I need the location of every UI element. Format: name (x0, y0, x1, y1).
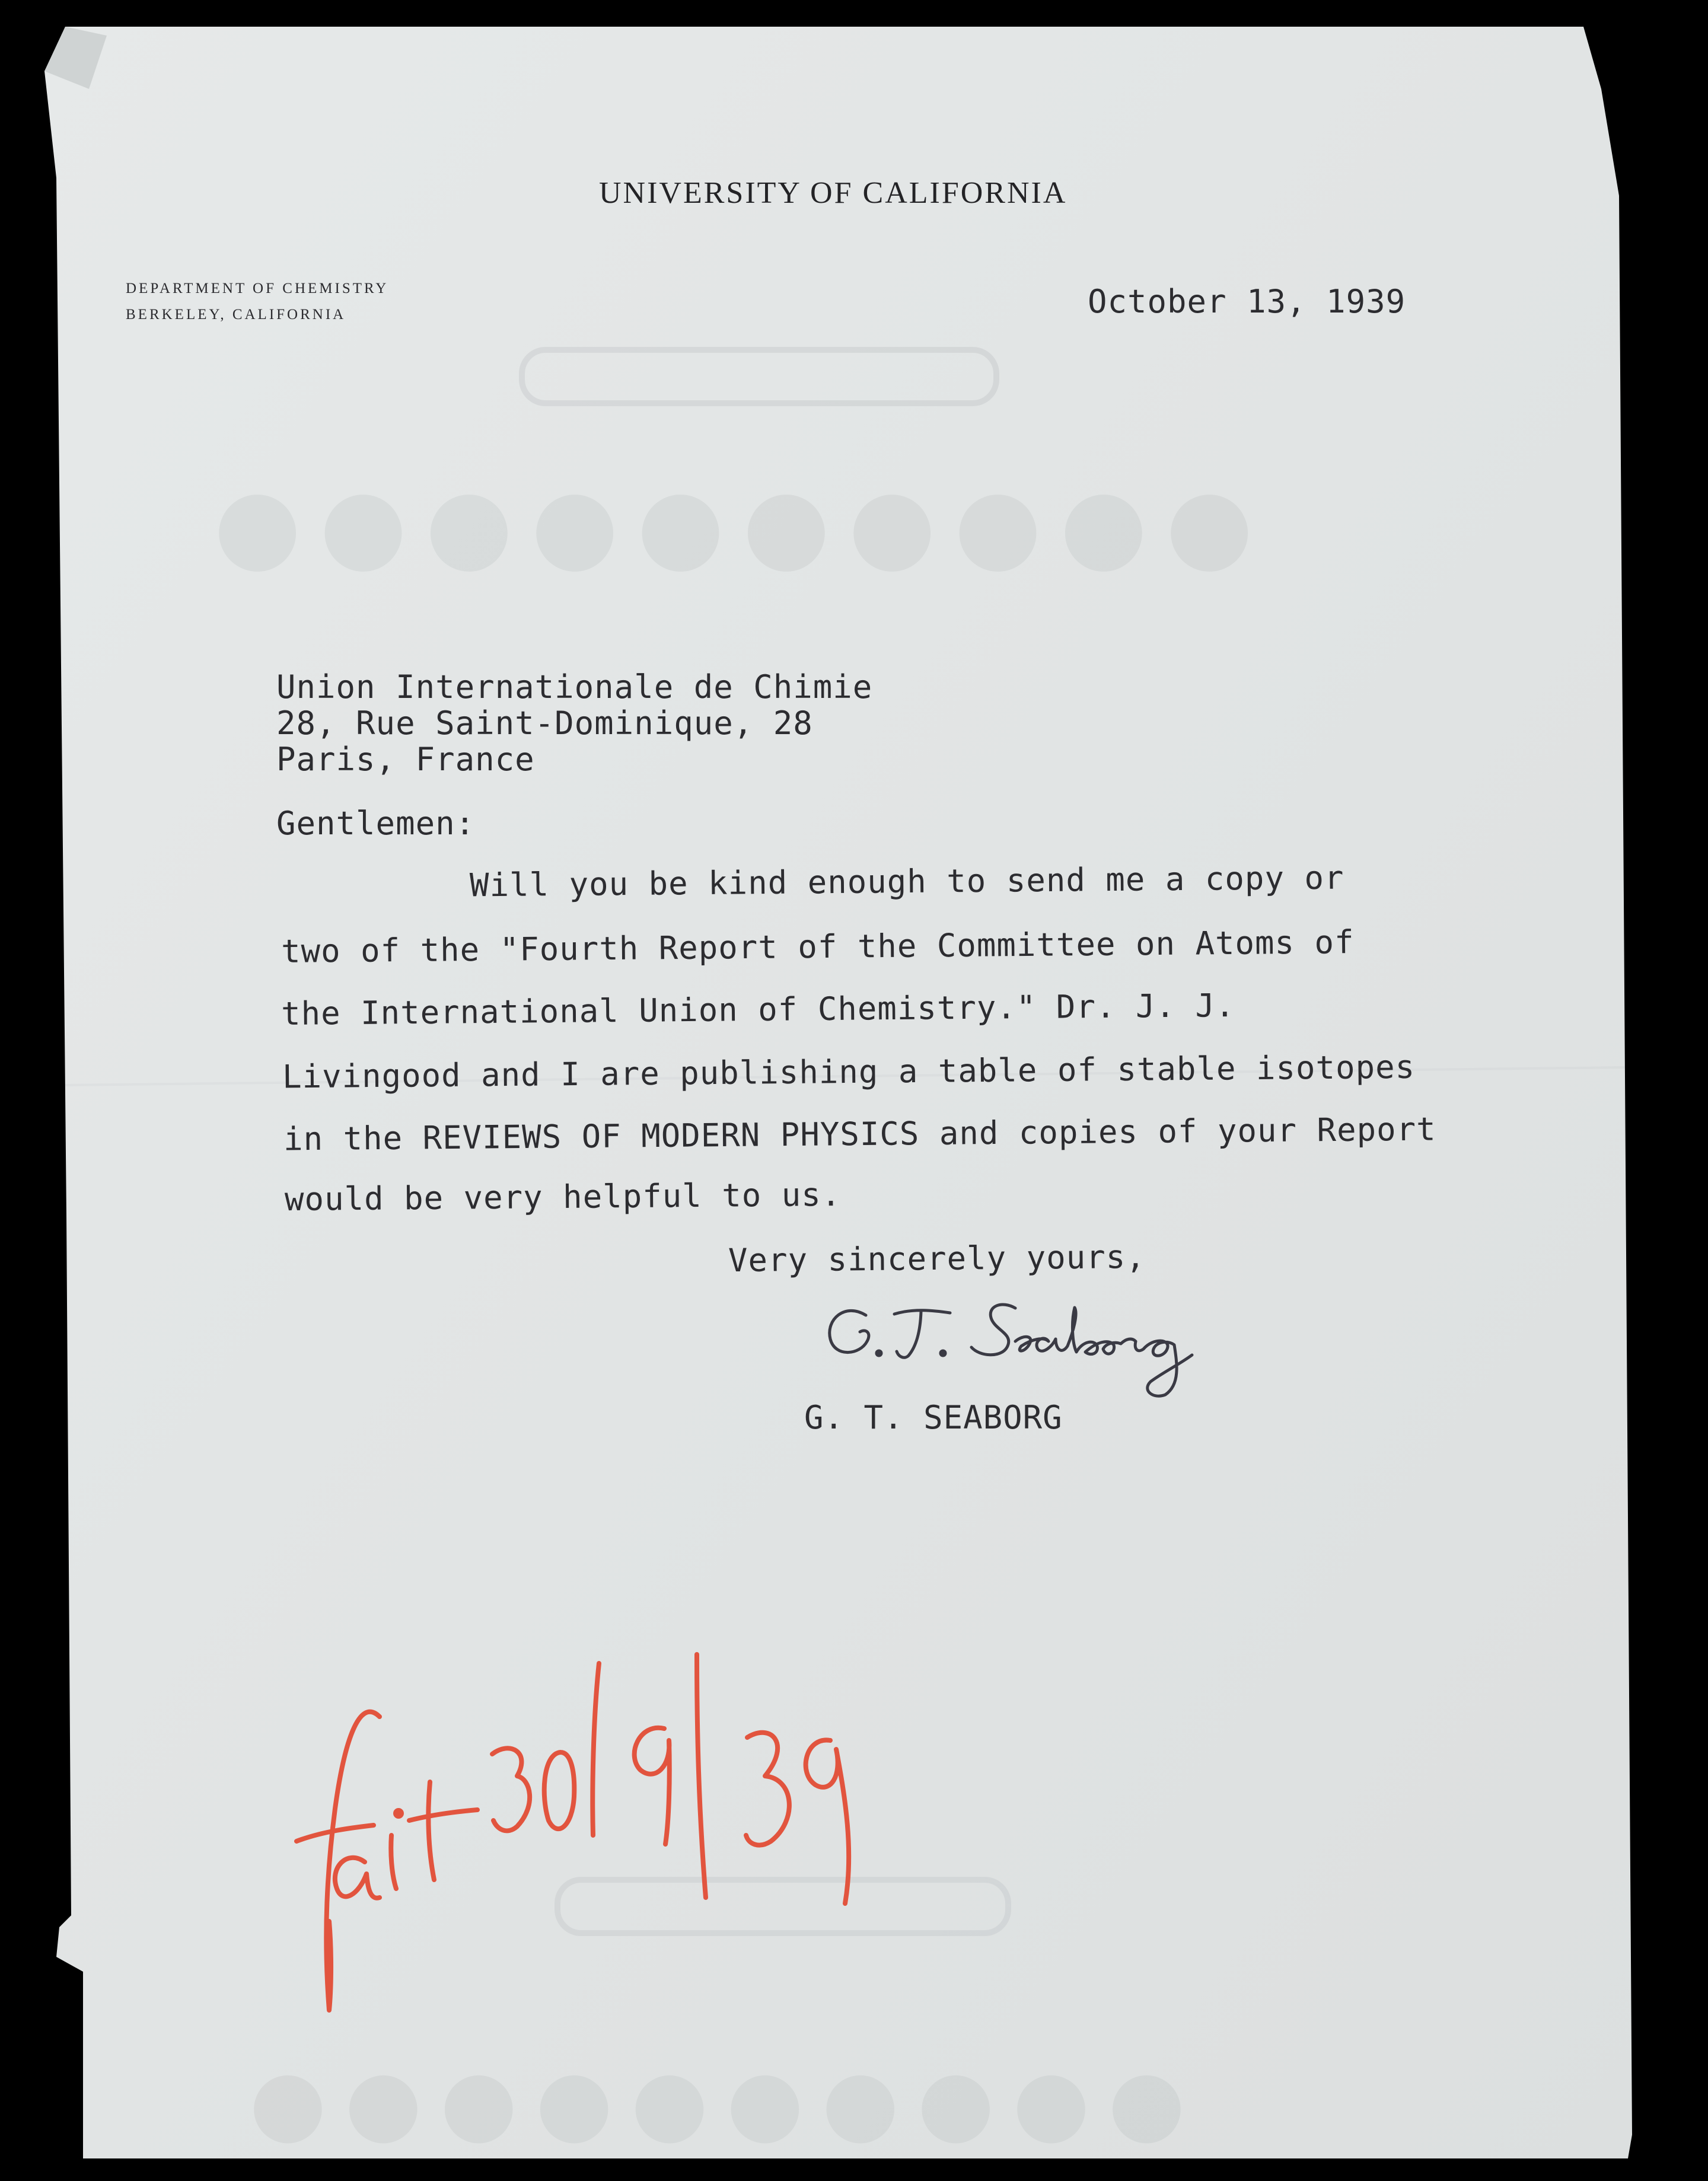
body-line: Livingood and I are publishing a table of stable isotopes (282, 1048, 1416, 1096)
closing: Very sincerely yours, (728, 1238, 1146, 1280)
recipient-line-3: Paris, France (276, 741, 535, 778)
recipient-line-1: Union Internationale de Chimie (276, 668, 873, 706)
body-line: would be very helpful to us. (284, 1175, 842, 1219)
typed-signature-name: G. T. SEABORG (804, 1399, 1063, 1436)
body-line: two of the "Fourth Report of the Committee on Atoms of (281, 923, 1355, 970)
salutation: Gentlemen: (276, 805, 476, 842)
recipient-line-2: 28, Rue Saint-Dominique, 28 (276, 704, 813, 742)
show-through-marks-lower: ●●●●●●●●●● (249, 2051, 1203, 2154)
body-line: Will you be kind enough to send me a copy or (469, 859, 1344, 904)
letterhead-institution: UNIVERSITY OF CALIFORNIA (599, 176, 1068, 210)
body-line: the International Union of Chemistry." Dr. J. J. (281, 986, 1235, 1033)
letterhead-location: BERKELEY, CALIFORNIA (126, 307, 346, 323)
body-line: in the REVIEWS OF MODERN PHYSICS and copies of your Report (283, 1110, 1436, 1158)
letterhead-department: DEPARTMENT OF CHEMISTRY (126, 280, 389, 296)
letter-date: October 13, 1939 (1088, 283, 1406, 320)
show-through-marks-upper: ●●●●●●●●●● (214, 466, 1272, 583)
